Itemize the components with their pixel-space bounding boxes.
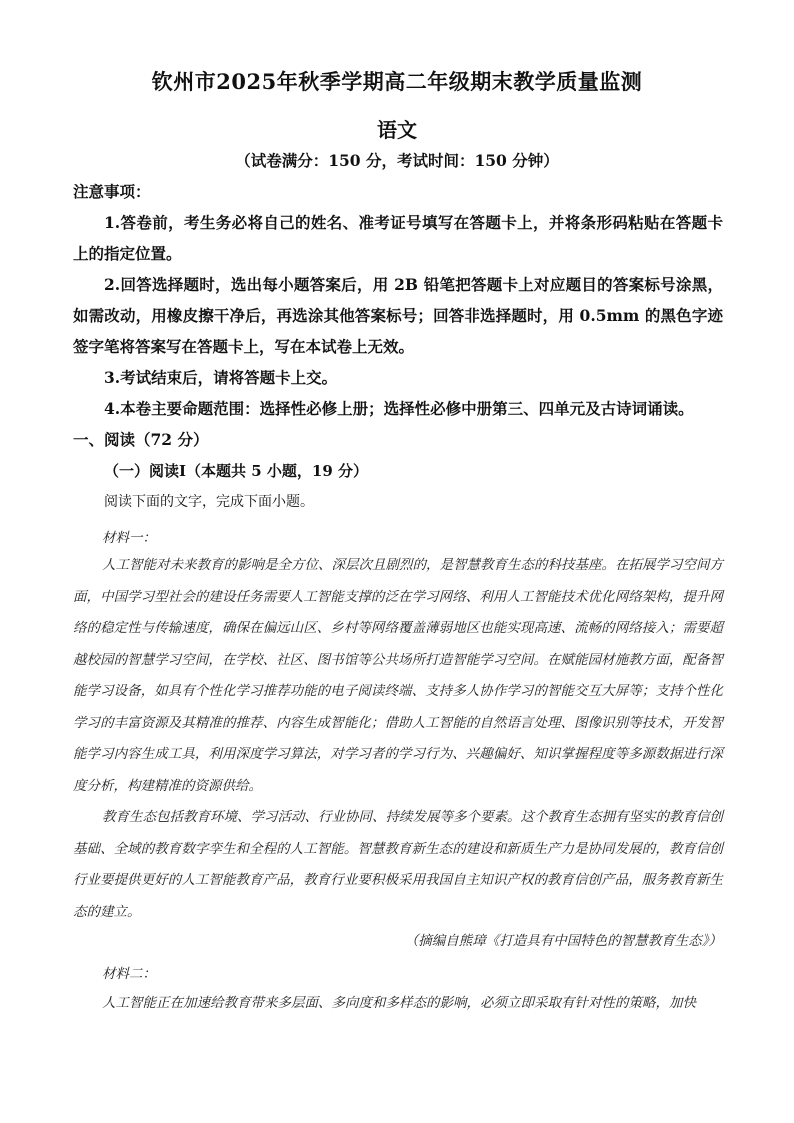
material-1-label: 材料一：: [102, 530, 156, 546]
subsection-heading: （一）阅读Ⅰ（本题共 5 小题，19 分）: [104, 462, 368, 480]
material-1-paragraph-2: 教育生态包括教育环境、学习活动、行业协同、持续发展等多个要素。这个教育生态拥有坚实的教育信创基础、全域的教育数字孪生和全程的人工智能。智慧教育新生态的建设和新质生产力是协同发展的，教育信创行业要提供更好的人工智能教育产品，教育行业要积极采用我国自主知识产权的教育信创产品，服务教育新生态的建立。: [73, 809, 723, 920]
notes-heading: 注意事项：: [73, 182, 151, 201]
note-item-2: 2.回答选择题时，选出每小题答案后，用 2B 铅笔把答题卡上对应题目的答案标号涂黑，如需改动，用橡皮擦干净后，再选涂其他答案标号；回答非选择题时，用 0.5mm 的黑色字迹签字笔将答案写在答题卡上，写在本试卷上无效。: [73, 275, 723, 356]
material-2-label: 材料二：: [102, 966, 156, 982]
exam-info: （试卷满分：150 分，考试时间：150 分钟）: [235, 151, 559, 170]
note-item-1: 1.答卷前，考生务必将自己的姓名、准考证号填写在答题卡上，并将条形码粘贴在答题卡上的指定位置。: [73, 213, 723, 263]
material-2-paragraph: 人工智能正在加速给教育带来多层面、多向度和多样态的影响，必须立即采取有针对性的策略，加快: [102, 995, 696, 1011]
note-item-4: 4.本卷主要命题范围：选择性必修上册；选择性必修中册第三、四单元及古诗词诵读。: [104, 399, 694, 418]
exam-title: 钦州市2025年秋季学期高二年级期末教学质量监测: [151, 69, 643, 94]
subject-title: 语文: [377, 118, 417, 142]
note-item-3: 3.考试结束后，请将答题卡上交。: [104, 368, 338, 387]
material-1-paragraph-1: 人工智能对未来教育的影响是全方位、深层次且剧烈的，是智慧教育生态的科技基座。在拓展学习空间方面，中国学习型社会的建设任务需要人工智能支撑的泛在学习网络、利用人工智能技术优化网络架构，提升网络的稳定性与传输速度，确保在偏远山区、乡村等网络覆盖薄弱地区也能实现高速、流畅的网络接入；需要超越校园的智慧学习空间，在学校、社区、图书馆等公共场所打造智能学习空间。在赋能园材施教方面，配备智能学习设备，如具有个性化学习推荐功能的电子阅读终端、支持多人协作学习的智能交互大屏等；支持个性化学习的丰富资源及其精准的推荐、内容生成智能化；借助人工智能的自然语言处理、图像识别等技术，开发智能学习内容生成工具，利用深度学习算法，对学习者的学习行为、兴趣偏好、知识掌握程度等多源数据进行深度分析，构建精准的资源供给。: [73, 557, 723, 794]
reading-instruction: 阅读下面的文字，完成下面小题。: [104, 494, 314, 510]
section-heading: 一、阅读（72 分）: [73, 430, 209, 449]
material-1-source: （摘编自熊璋《打造具有中国特色的智慧教育生态》）: [404, 933, 722, 949]
